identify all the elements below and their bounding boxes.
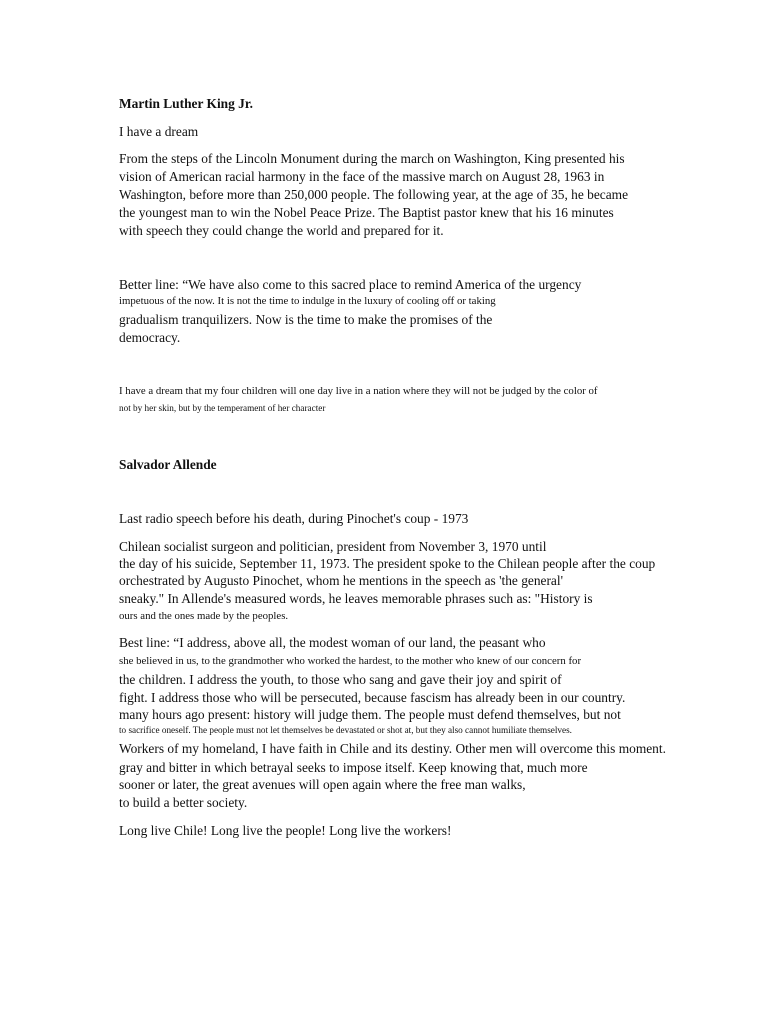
speech-title-mlk: I have a dream: [119, 124, 199, 139]
paragraph-line: the children. I address the youth, to those who sang and gave their joy and spirit of: [119, 672, 562, 687]
paragraph-line: Workers of my homeland, I have faith in Chile and its destiny. Other men will overcome this moment.: [119, 741, 666, 756]
paragraph-line: democracy.: [119, 330, 181, 345]
paragraph-line: From the steps of the Lincoln Monument during the march on Washington, King presented his: [119, 151, 625, 166]
section-heading-allende: Salvador Allende: [119, 457, 217, 472]
paragraph-line: sneaky." In Allende's measured words, he leaves memorable phrases such as: "History is: [119, 591, 593, 606]
paragraph-line: many hours ago present: history will judge them. The people must defend themselves, but not: [119, 707, 621, 722]
paragraph-line: she believed in us, to the grandmother who worked the hardest, to the mother who knew of our concern for: [119, 655, 582, 667]
section-heading-mlk: Martin Luther King Jr.: [119, 96, 253, 111]
speech-title-allende: Last radio speech before his death, during Pinochet's coup - 1973: [119, 511, 469, 526]
paragraph-line: sooner or later, the great avenues will open again where the free man walks,: [119, 777, 526, 792]
closing-line: Long live Chile! Long live the people! Long live the workers!: [119, 823, 452, 838]
dream-quote: I have a dream that my four children will one day live in a nation where they will not be judged by the color of: [119, 385, 598, 397]
paragraph-line: vision of American racial harmony in the face of the massive march on August 28, 1963 in: [119, 169, 605, 184]
paragraph-line: to sacrifice oneself. The people must not let themselves be devastated or shot at, but they also cannot humiliate themselves.: [119, 725, 572, 735]
paragraph-line: gradualism tranquilizers. Now is the time to make the promises of the: [119, 312, 493, 327]
paragraph-line: the youngest man to win the Nobel Peace Prize. The Baptist pastor knew that his 16 minutes: [119, 205, 614, 220]
paragraph-line: orchestrated by Augusto Pinochet, whom he mentions in the speech as 'the general': [119, 573, 564, 588]
paragraph-line: not by her skin, but by the temperament of her character: [119, 403, 326, 413]
paragraph-line: with speech they could change the world and prepared for it.: [119, 223, 444, 238]
paragraph-line: ours and the ones made by the peoples.: [119, 610, 289, 622]
paragraph-line: to build a better society.: [119, 795, 248, 810]
paragraph-line: impetuous of the now. It is not the time to indulge in the luxury of cooling off or taking: [119, 295, 496, 307]
paragraph-line: fight. I address those who will be persecuted, because fascism has already been in our country.: [119, 690, 626, 705]
best-line-allende: Best line: “I address, above all, the modest woman of our land, the peasant who: [119, 635, 546, 650]
paragraph-line: Washington, before more than 250,000 people. The following year, at the age of 35, he became: [119, 187, 629, 202]
paragraph-line: Chilean socialist surgeon and politician, president from November 3, 1970 until: [119, 539, 547, 554]
paragraph-line: gray and bitter in which betrayal seeks to impose itself. Keep knowing that, much more: [119, 760, 588, 775]
paragraph-line: the day of his suicide, September 11, 1973. The president spoke to the Chilean people after the coup: [119, 556, 656, 571]
best-line-mlk: Better line: “We have also come to this sacred place to remind America of the urgency: [119, 277, 582, 292]
